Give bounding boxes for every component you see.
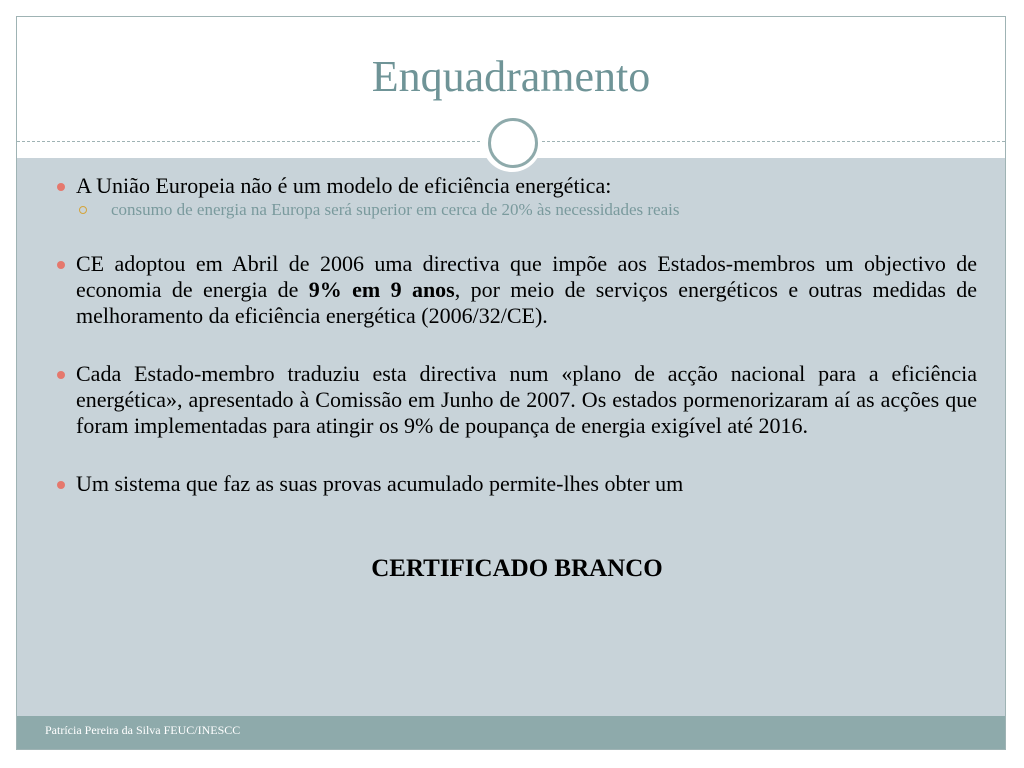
bullet-dot-icon (57, 481, 65, 489)
bullet-text-end: , por meio de serviços energéticos e outras medidas de melhoramento da eficiência energética (2006/32/CE). (76, 277, 977, 328)
bullet-text-bold: 9% em 9 anos (308, 277, 455, 302)
bullet-dot-icon (57, 371, 65, 379)
bullet-text: Um sistema que faz as suas provas acumulado permite-lhes obter um (76, 471, 684, 496)
slide (16, 16, 1006, 750)
bullet-text-start: CE adoptou em Abril de 2006 uma directiva que impõe aos Estados-membros um objectivo de economia de energia de (76, 251, 977, 302)
bullet-text: Cada Estado-membro traduziu esta directiva num «plano de acção nacional para a eficiência energética», apresentado à Comissão em Junho de 2007. Os estados pormenorizaram aí as acções que foram implementadas para atingir os 9% de poupança de energia exigível até 2016. (76, 361, 977, 438)
bullet-item-4 (57, 471, 977, 497)
sub-bullet-item (76, 199, 977, 221)
ring-bullet-icon (79, 206, 87, 214)
slide-title: Enquadramento (371, 52, 651, 101)
highlight-text: CERTIFICADO BRANCO (371, 555, 663, 582)
sub-bullet-text: consumo de energia na Europa será superior em cerca de 20% às necessidades reais (111, 200, 680, 219)
bullet-text: A União Europeia não é um modelo de eficiência energética: (76, 173, 612, 198)
ring-icon (488, 118, 538, 168)
footer-text: Patrícia Pereira da Silva FEUC/INESCC (45, 723, 241, 737)
bullet-item-1 (57, 173, 977, 199)
circle-ornament-icon (482, 112, 542, 172)
footer-bar (17, 716, 1005, 750)
bullet-list (57, 173, 977, 583)
bullet-dot-icon (57, 261, 65, 269)
bullet-item-2 (57, 251, 977, 329)
bullet-dot-icon (57, 183, 65, 191)
bullet-item-3 (57, 361, 977, 439)
